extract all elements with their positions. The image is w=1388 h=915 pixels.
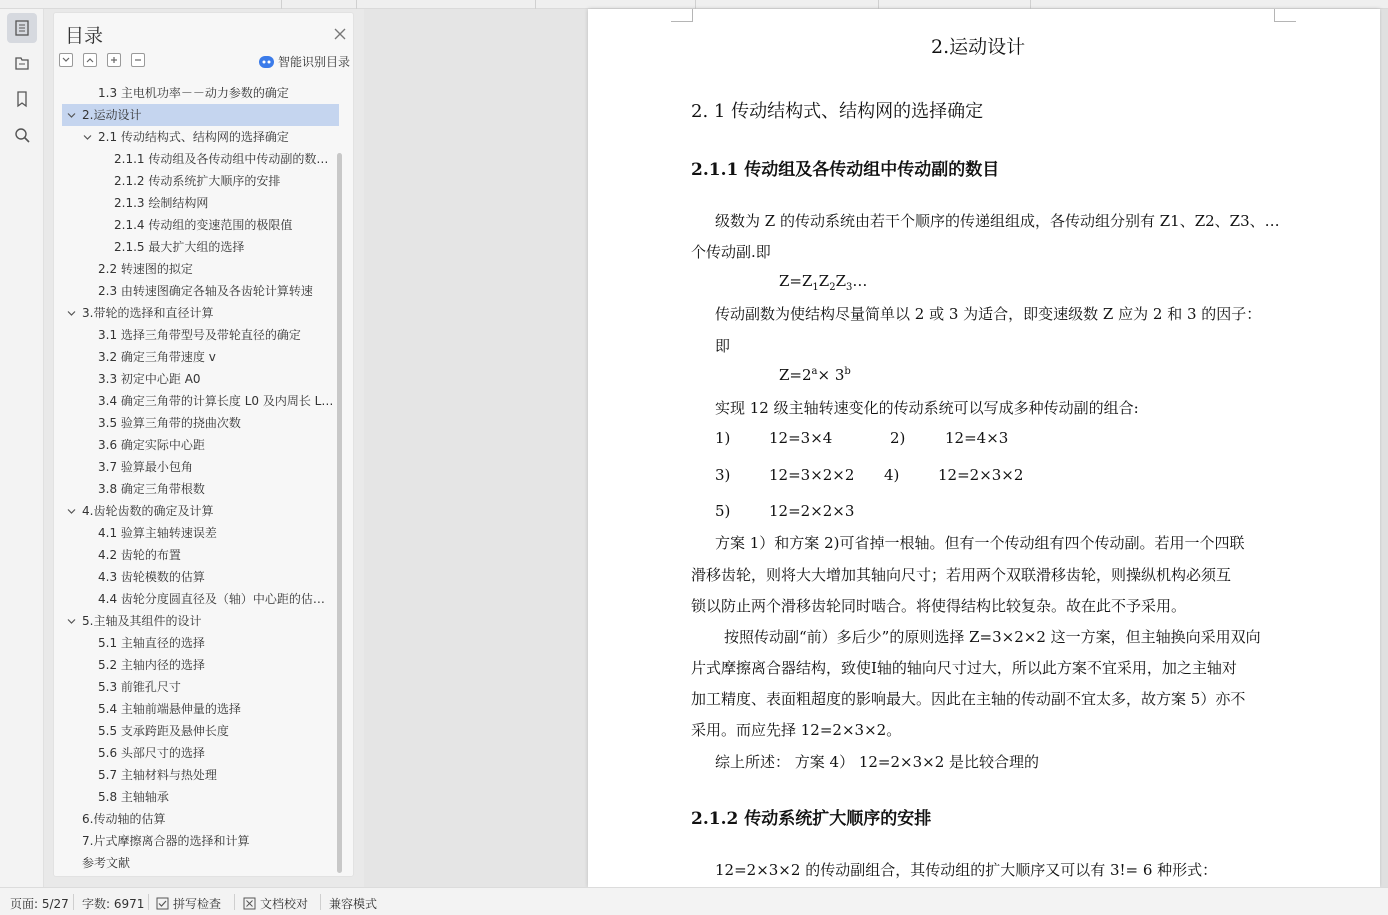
toc-item[interactable] xyxy=(54,720,339,742)
crop-mark xyxy=(671,9,693,22)
collapse-all-icon[interactable] xyxy=(59,53,73,67)
option-expression: 12=2×2×3 xyxy=(769,502,855,520)
toc-item[interactable] xyxy=(54,258,339,280)
toc-item-label: 5.4 主轴前端悬伸量的选择 xyxy=(98,702,241,716)
toc-item[interactable] xyxy=(54,544,339,566)
toc-item[interactable] xyxy=(54,852,339,874)
toc-item-label: 5.7 主轴材料与热处理 xyxy=(98,768,217,782)
toc-panel xyxy=(53,12,354,877)
toc-item[interactable] xyxy=(54,170,339,192)
paragraph-line: 12=2×3×2 的传动副组合，其传动组的扩大顺序又可以有 3!= 6 种形式： xyxy=(715,861,1218,879)
word-count[interactable]: 字数: 6971 xyxy=(82,897,145,911)
toc-item-label: 5.6 头部尺寸的选择 xyxy=(98,746,205,760)
toc-item-label: 2.1 传动结构式、结构网的选择确定 xyxy=(98,130,289,144)
toc-item-label: 2.3 由转速图确定各轴及各齿轮计算转速 xyxy=(98,284,313,298)
toc-item-label: 4.3 齿轮模数的估算 xyxy=(98,570,205,584)
toc-toolbar xyxy=(59,53,145,67)
option-expression: 12=3×2×2 xyxy=(769,466,855,484)
toc-item[interactable] xyxy=(54,610,339,632)
toc-item-label: 3.6 确定实际中心距 xyxy=(98,438,205,452)
toc-item[interactable] xyxy=(54,654,339,676)
spell-check-label: 拼写检查 xyxy=(173,897,222,911)
toc-item[interactable] xyxy=(54,82,339,104)
toc-item-label: 3.4 确定三角带的计算长度 L0 及内周长 L… xyxy=(98,394,334,408)
toc-item[interactable] xyxy=(54,500,339,522)
toc-item[interactable] xyxy=(54,478,339,500)
proofread-label: 文档校对 xyxy=(260,897,309,911)
smart-toc-label: 智能识别目录 xyxy=(278,55,351,69)
toc-item-label: 参考文献 xyxy=(82,856,131,870)
option-expression: 12=2×3×2 xyxy=(938,466,1024,484)
toc-item[interactable] xyxy=(54,280,339,302)
toc-item-label: 2.1.2 传动系统扩大顺序的安排 xyxy=(114,174,281,188)
toc-item[interactable] xyxy=(54,126,339,148)
toc-item[interactable] xyxy=(54,522,339,544)
toc-item-label: 5.3 前锥孔尺寸 xyxy=(98,680,181,694)
compat-mode-label: 兼容模式 xyxy=(329,897,378,911)
paragraph-line: 片式摩擦离合器结构，致使Ⅰ轴的轴向尺寸过大，所以此方案不宜采用，加之主轴对 xyxy=(691,659,1237,677)
smart-toc-button[interactable] xyxy=(259,53,350,70)
toc-item-label: 5.主轴及其组件的设计 xyxy=(82,614,202,628)
toc-item-label: 7.片式摩擦离合器的选择和计算 xyxy=(82,834,250,848)
option-number: 5) xyxy=(715,502,731,520)
toc-item-label: 3.5 验算三角带的挠曲次数 xyxy=(98,416,241,430)
toc-item[interactable] xyxy=(54,632,339,654)
paragraph-line: 级数为 Z 的传动系统由若干个顺序的传递组组成，各传动组分别有 Z1、Z2、Z3、… xyxy=(715,212,1280,230)
subsection-heading: 2.1.1 传动组及各传动组中传动副的数目 xyxy=(691,160,1000,180)
toc-item-label: 3.8 确定三角带根数 xyxy=(98,482,205,496)
option-expression: 12=4×3 xyxy=(945,429,1009,447)
toc-item[interactable] xyxy=(54,412,339,434)
toc-item-label: 2.1.1 传动组及各传动组中传动副的数… xyxy=(114,152,329,166)
toc-item[interactable] xyxy=(54,390,339,412)
toc-item[interactable] xyxy=(54,236,339,258)
toc-item[interactable] xyxy=(54,214,339,236)
proofread-button[interactable] xyxy=(243,895,308,912)
paragraph-line: 方案 1）和方案 2)可省掉一根轴。但有一个传动组有四个传动副。若用一个四联 xyxy=(715,534,1245,552)
toc-scrollbar[interactable] xyxy=(337,153,342,873)
side-icon-rail xyxy=(0,9,44,887)
toc-item-label: 2.运动设计 xyxy=(82,108,142,122)
toc-item-label: 6.传动轴的估算 xyxy=(82,812,166,826)
paragraph-line: 即 xyxy=(715,337,731,355)
toc-item-label: 3.带轮的选择和直径计算 xyxy=(82,306,214,320)
option-number: 2) xyxy=(890,429,906,447)
toc-item-label: 2.1.4 传动组的变速范围的极限值 xyxy=(114,218,293,232)
paragraph-line: 滑移齿轮，则将大大增加其轴向尺寸；若用两个双联滑移齿轮，则操纵机构必须互 xyxy=(691,566,1232,584)
document-page[interactable] xyxy=(588,9,1380,887)
toc-item-label: 5.1 主轴直径的选择 xyxy=(98,636,205,650)
formula: $Z=2^a\times 3^b$ xyxy=(779,366,851,384)
toc-icon[interactable] xyxy=(7,13,37,43)
toc-item-label: 2.2 转速图的拟定 xyxy=(98,262,193,276)
paragraph-line: 锁以防止两个滑移齿轮同时啮合。将使得结构比较复杂。故在此不予采用。 xyxy=(691,597,1187,615)
crop-mark xyxy=(1274,9,1296,22)
chevron-down-icon[interactable] xyxy=(83,133,92,142)
paragraph-line: 个传动副.即 xyxy=(691,243,771,261)
toc-item[interactable] xyxy=(54,324,339,346)
toc-item-label: 3.7 验算最小包角 xyxy=(98,460,193,474)
chevron-down-icon[interactable] xyxy=(67,111,76,120)
toc-item-label: 2.1.3 绘制结构网 xyxy=(114,196,209,210)
toc-item[interactable] xyxy=(54,588,339,610)
toc-item-label: 1.3 主电机功率－－动力参数的确定 xyxy=(98,86,289,100)
option-number: 3) xyxy=(715,466,731,484)
toc-item-label: 4.4 齿轮分度圆直径及（轴）中心距的估… xyxy=(98,592,325,606)
toc-item[interactable] xyxy=(54,456,339,478)
toc-title: 目录 xyxy=(65,25,104,47)
toc-item-label: 3.2 确定三角带速度 v xyxy=(98,350,216,364)
bookmark-icon[interactable] xyxy=(7,84,37,114)
toc-item[interactable] xyxy=(54,786,339,808)
top-ruler-strip xyxy=(0,0,1388,9)
search-icon[interactable] xyxy=(7,120,37,150)
toc-item[interactable] xyxy=(54,192,339,214)
close-icon[interactable] xyxy=(333,26,347,40)
nav-pane-icon[interactable] xyxy=(7,48,37,78)
smart-logo-icon xyxy=(259,56,274,68)
paragraph-line: 加工精度、表面粗超度的影响最大。因此在主轴的传动副不宜太多，故方案 5）亦不 xyxy=(691,690,1246,708)
proofread-icon xyxy=(243,897,256,910)
paragraph-line: 采用。而应先择 12=2×3×2。 xyxy=(691,721,902,739)
document-scrollbar[interactable] xyxy=(1382,9,1388,887)
expand-all-icon[interactable] xyxy=(83,53,97,67)
toc-item[interactable] xyxy=(54,434,339,456)
toc-item-label: 5.8 主轴轴承 xyxy=(98,790,169,804)
subsection-heading: 2.1.2 传动系统扩大顺序的安排 xyxy=(691,809,932,829)
paragraph-line: 传动副数为使结构尽量简单以 2 或 3 为适合，即变速级数 Z 应为 2 和 3 的因子： xyxy=(715,305,1262,323)
toc-item[interactable] xyxy=(54,302,339,324)
toc-item[interactable] xyxy=(54,676,339,698)
toc-item[interactable] xyxy=(54,764,339,786)
toc-item-label: 3.3 初定中心距 A0 xyxy=(98,372,201,386)
toc-item[interactable] xyxy=(54,346,339,368)
toc-item[interactable] xyxy=(54,742,339,764)
toc-item-label: 5.2 主轴内径的选择 xyxy=(98,658,205,672)
option-number: 4) xyxy=(884,466,900,484)
chevron-down-icon[interactable] xyxy=(67,617,76,626)
formula: $Z=Z_1Z_2Z_3\dots$ xyxy=(779,272,868,293)
toc-item-label: 5.5 支承跨距及悬伸长度 xyxy=(98,724,229,738)
option-expression: 12=3×4 xyxy=(769,429,833,447)
add-heading-icon[interactable] xyxy=(107,53,121,67)
remove-heading-icon[interactable] xyxy=(131,53,145,67)
toc-item-label: 4.1 验算主轴转速误差 xyxy=(98,526,217,540)
page-indicator[interactable]: 页面: 5/27 xyxy=(10,897,69,911)
toc-item[interactable] xyxy=(54,148,339,170)
section-heading: 2. 1 传动结构式、结构网的选择确定 xyxy=(691,101,984,122)
toc-item-label: 4.齿轮齿数的确定及计算 xyxy=(82,504,214,518)
checkbox-icon xyxy=(156,897,169,910)
toc-item[interactable] xyxy=(54,808,339,830)
chapter-title: 2.运动设计 xyxy=(931,36,1026,58)
toc-item[interactable] xyxy=(54,830,339,852)
chevron-down-icon[interactable] xyxy=(67,309,76,318)
paragraph-line: 按照传动副“前）多后少”的原则选择 Z=3×2×2 这一方案，但主轴换向采用双向 xyxy=(724,628,1261,646)
toc-item-label: 2.1.5 最大扩大组的选择 xyxy=(114,240,245,254)
chevron-down-icon[interactable] xyxy=(67,507,76,516)
spell-check-button[interactable] xyxy=(156,895,221,912)
toc-item[interactable] xyxy=(54,566,339,588)
toc-item-label: 3.1 选择三角带型号及带轮直径的确定 xyxy=(98,328,301,342)
paragraph-line: 实现 12 级主轴转速变化的传动系统可以写成多种传动副的组合: xyxy=(715,399,1139,417)
toc-item-label: 4.2 齿轮的布置 xyxy=(98,548,181,562)
toc-item[interactable] xyxy=(62,104,339,126)
toc-item[interactable] xyxy=(54,368,339,390)
toc-item[interactable] xyxy=(54,698,339,720)
status-bar xyxy=(0,887,1388,915)
paragraph-line: 综上所述： 方案 4） 12=2×3×2 是比较合理的 xyxy=(715,753,1040,771)
toc-list xyxy=(54,82,339,874)
option-number: 1) xyxy=(715,429,731,447)
